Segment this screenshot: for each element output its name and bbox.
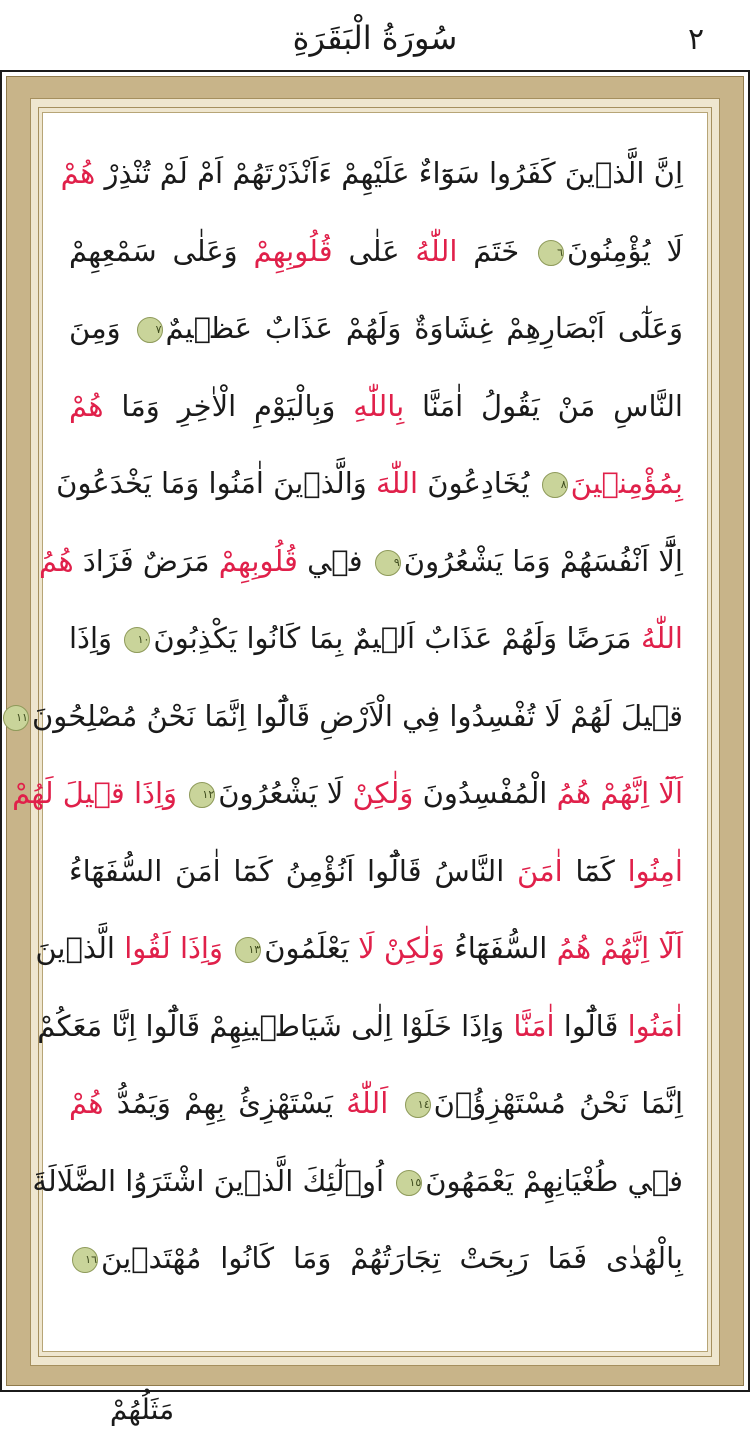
ayah-number-marker: ١٤ (405, 1092, 431, 1118)
ayah-number-marker: ٧ (137, 317, 163, 343)
highlighted-text: اٰمَنُوا (627, 1008, 683, 1043)
catchword: مَثَلُهُمْ (109, 1393, 175, 1426)
highlighted-text: قُلُوبِهِمْ (253, 233, 333, 268)
ayah-number-marker: ١٣ (235, 937, 261, 963)
verse-text: يَعْلَمُونَ (264, 931, 359, 965)
verse-text: ف۪ي (297, 543, 372, 578)
verse-text: كَمَٓا (562, 853, 628, 888)
highlighted-text: اٰمِنُوا (627, 853, 683, 888)
verse-text: اُو۬لٰٓئِكَ الَّذ۪ينَ اشْتَرَوُا الضَّلَالَةَ (32, 1163, 394, 1198)
verse-text: مَرَضًا وَلَهُمْ عَذَابٌ اَل۪يمٌ بِمَا كَانُوا يَكْذِبُونَ (153, 621, 641, 655)
verse-text: وَعَلٰى سَمْعِهِمْ (69, 233, 254, 268)
verse-text: قَالُٓوا (554, 1008, 628, 1043)
highlighted-text: هُمُ (39, 543, 83, 578)
verse-line (69, 298, 683, 358)
verse-text: السُّفَهَٓاءُ (444, 931, 557, 965)
verse-text: لَا يُؤْمِنُونَ (567, 233, 684, 268)
highlighted-text: اَللّٰهُ (346, 1086, 402, 1120)
verse-text: وَمِنَ (69, 311, 134, 345)
verse-text: ق۪يلَ لَهُمْ لَا تُفْسِدُوا فِي الْاَرْضِ قَالُٓوا اِنَّمَا نَحْنُ مُصْلِحُونَ (31, 698, 683, 733)
highlighted-text: بِمُؤْمِن۪ينَ (570, 466, 683, 500)
verse-line (12, 763, 683, 823)
verse-text: يَسْتَهْزِئُ بِهِمْ وَيَمُدُّ (116, 1086, 347, 1120)
page-header (0, 0, 750, 72)
highlighted-text: اٰمَنَّا (513, 1008, 555, 1043)
verse-line (16, 686, 683, 746)
highlighted-text: اللّٰهُ (415, 233, 458, 268)
verse-text: الْمُفْسِدُونَ (413, 776, 557, 810)
verse-line (69, 1228, 683, 1288)
highlighted-text: اٰمَنَ (517, 853, 563, 888)
verse-line (69, 608, 683, 668)
verse-line (69, 376, 683, 436)
ayah-number-marker: ٦ (538, 240, 564, 266)
highlighted-text: هُمْ (69, 1086, 117, 1120)
verse-line (69, 221, 683, 281)
highlighted-text: وَاِذَا ق۪يلَ لَهُمْ (12, 776, 187, 810)
verse-text: اِنَّمَا نَحْنُ مُسْتَهْزِؤُ۫نَ (433, 1086, 683, 1120)
highlighted-text: قُلُوبِهِمْ (218, 543, 298, 578)
verse-line (39, 531, 683, 591)
highlighted-text: وَلٰكِنْ لَا (358, 931, 445, 965)
verse-line (60, 143, 683, 203)
ayah-number-marker: ١٢ (189, 782, 215, 808)
highlighted-text: اللّٰهَ (376, 466, 419, 500)
highlighted-text: اَلَٓا اِنَّهُمْ هُمُ (556, 776, 683, 810)
ayah-number-marker: ١٥ (396, 1170, 422, 1196)
highlighted-text: هُمْ (60, 156, 105, 190)
verse-text: وَبِالْيَوْمِ الْاٰخِرِ وَمَا (103, 388, 354, 423)
highlighted-text: هُمْ (69, 388, 104, 423)
highlighted-text: اللّٰهُ (640, 621, 683, 655)
highlighted-text: وَلٰكِنْ (352, 776, 414, 810)
verse-text: عَلٰى (332, 233, 416, 268)
verse-text: النَّاسُ قَالُٓوا اَنُؤْمِنُ كَمَٓا اٰمَنَ السُّفَهَٓاءُ (69, 853, 518, 888)
verse-text: يُخَادِعُونَ (418, 466, 539, 500)
highlighted-text: وَاِذَا لَقُوا (124, 931, 233, 965)
verse-text: وَاِذَا خَلَوْا اِلٰى شَيَاط۪ينِهِمْ قَالُٓوا اِنَّا مَعَكُمْ (37, 1008, 514, 1043)
verse-text: بِالْهُدٰى فَمَا رَبِحَتْ تِجَارَتُهُمْ وَمَا كَانُوا مُهْتَد۪ينَ (101, 1241, 683, 1275)
surah-title: سُورَةُ الْبَقَرَةِ (292, 19, 458, 57)
verse-text: وَعَلٰٓى اَبْصَارِهِمْ غِشَاوَةٌ وَلَهُمْ عَذَابٌ عَظ۪يمٌ (165, 311, 683, 345)
verse-text: مَرَضٌ فَزَادَ (82, 543, 219, 578)
verse-text: وَاِذَا (69, 621, 122, 655)
verse-text: اِلَّٓا اَنْفُسَهُمْ وَمَا يَشْعُرُونَ (403, 543, 683, 578)
verse-line (69, 1073, 683, 1133)
ayah-number-marker: ٩ (375, 550, 401, 576)
verse-line (37, 996, 683, 1056)
verse-text: لَا يَشْعُرُونَ (218, 776, 353, 810)
ayah-number-marker: ١٠ (124, 627, 150, 653)
verse-text: وَالَّذ۪ينَ اٰمَنُوا وَمَا يَخْدَعُونَ (56, 466, 377, 500)
verse-text: اِنَّ الَّذ۪ينَ كَفَرُوا سَوَٓاءٌ عَلَيْهِمْ ءَاَنْذَرْتَهُمْ اَمْ لَمْ تُنْذِرْ (104, 156, 683, 190)
verse-line (69, 841, 683, 901)
verse-lines (12, 113, 709, 1353)
verse-line (35, 918, 683, 978)
ayah-number-marker: ٨ (542, 472, 568, 498)
verse-line (32, 1151, 683, 1211)
verse-line (56, 453, 683, 513)
verse-text: ف۪ي طُغْيَانِهِمْ يَعْمَهُونَ (425, 1163, 683, 1198)
page-number: ٢ (687, 22, 705, 57)
ayah-number-marker: ١٦ (72, 1247, 98, 1273)
verse-text: الَّذ۪ينَ (35, 931, 125, 965)
highlighted-text: اَلَٓا اِنَّهُمْ هُمُ (556, 931, 683, 965)
verse-text: خَتَمَ (457, 233, 536, 268)
text-panel (12, 112, 708, 1352)
highlighted-text: بِاللّٰهِ (353, 388, 405, 423)
verse-text: النَّاسِ مَنْ يَقُولُ اٰمَنَّا (404, 388, 683, 423)
ayah-number-marker: ١١ (3, 705, 29, 731)
